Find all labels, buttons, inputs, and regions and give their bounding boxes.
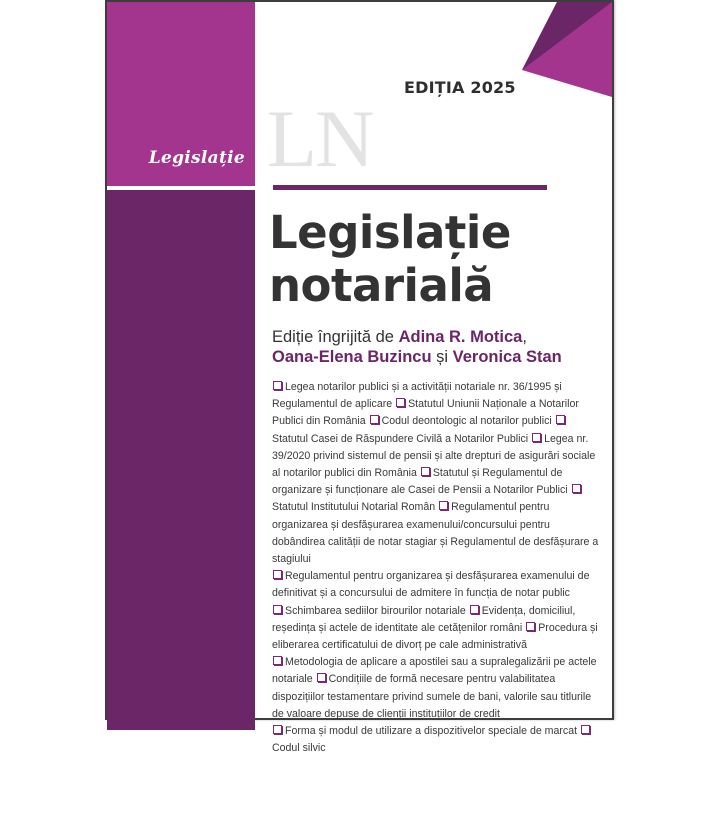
- contents-item: Condițiile de formă necesare pentru valabilitatea dispozițiilor testamentare privind sumele de bani, valorile sau titlurile de valoare depuse de clienții instituțiilor de credit: [272, 673, 592, 720]
- contents-item: Statutul Institutului Notarial Român: [272, 484, 584, 513]
- edition-label: EDIȚIA 2025: [404, 78, 516, 97]
- checkbox-bullet-icon: [317, 673, 326, 682]
- publisher-name: Hamangiu: [133, 804, 223, 822]
- contents-item: Forma și modul de utilizare a dispozitivelor speciale de marcat: [272, 725, 580, 737]
- publisher-prefix: Editura: [141, 797, 172, 806]
- contents-item: Legea nr. 39/2020 privind sistemul de pensii și alte drepturi de asigurări sociale al notarilor publici din România: [272, 432, 596, 480]
- separator: și: [431, 348, 453, 366]
- checkbox-bullet-icon: [581, 725, 590, 734]
- contents-item: Metodologia de aplicare a apostilei sau a supralegalizării pe actele notariale: [272, 656, 597, 686]
- checkbox-bullet-icon: [526, 622, 535, 631]
- title-line-2: notarială: [269, 259, 494, 312]
- checkbox-bullet-icon: [439, 501, 448, 510]
- cover-band-magenta: [107, 2, 255, 186]
- contents-item: Regulamentul pentru organizarea și desfășurarea examenului/concursului pentru dobândirea calității de notar stagiar și Regulamentul de desfășurare a stagiului: [272, 501, 599, 566]
- ln-monogram: LN: [267, 93, 373, 184]
- contents-item: Statutul Casei de Răspundere Civilă a Notarilor Publici: [272, 415, 568, 444]
- title-line-1: Legislație: [269, 206, 511, 259]
- checkbox-bullet-icon: [421, 467, 430, 476]
- checkbox-bullet-icon: [273, 381, 282, 390]
- editors-credit: [272, 327, 562, 367]
- book-title: [269, 206, 511, 312]
- contents-item: Legea notarilor publici și a activității notariale nr. 36/1995 și Regulamentul de aplicare: [272, 381, 562, 411]
- editor-name: Veronica Stan: [452, 348, 562, 366]
- editor-name: Oana-Elena Buzincu: [272, 348, 432, 366]
- contents-item: Procedura și eliberarea certificatului de divorț pe cale administrativă: [272, 621, 598, 652]
- book-cover: [105, 0, 614, 822]
- contents-list: [272, 379, 602, 757]
- checkbox-bullet-icon: [396, 398, 405, 407]
- corner-triangle-decoration: [522, 2, 612, 112]
- cover-band-dark-purple: [107, 190, 255, 822]
- title-divider: [273, 185, 547, 190]
- contents-item: Regulamentul pentru organizarea și desfășurarea examenului de definitivat și a concursului de admitere în funcția de notar public: [272, 570, 590, 600]
- checkbox-bullet-icon: [370, 415, 379, 424]
- checkbox-bullet-icon: [273, 656, 282, 665]
- editors-prefix: Ediție îngrijită de: [272, 328, 399, 346]
- separator: ,: [522, 328, 527, 346]
- checkbox-bullet-icon: [532, 433, 541, 442]
- contents-item: Statutul Uniunii Naționale a Notarilor Publici din România: [272, 398, 579, 428]
- contents-item: Statutul și Regulamentul de organizare și funcționare ale Casei de Pensii a Notarilor Publici: [272, 467, 568, 497]
- contents-item: Codul deontologic al notarilor publici: [369, 415, 555, 427]
- contents-item: Evidența, domiciliul, reședința și actele de identitate ale cetățenilor români: [272, 604, 576, 634]
- contents-item: Codul silvic: [272, 725, 593, 754]
- series-label: Legislație: [148, 148, 245, 168]
- checkbox-bullet-icon: [273, 570, 282, 579]
- checkbox-bullet-icon: [556, 415, 565, 424]
- checkbox-bullet-icon: [273, 605, 282, 614]
- checkbox-bullet-icon: [572, 484, 581, 493]
- editor-name: Adina R. Motica: [398, 328, 523, 346]
- checkbox-bullet-icon: [273, 725, 282, 734]
- contents-item: Schimbarea sediilor birourilor notariale: [272, 605, 469, 617]
- publisher-logo: [119, 793, 239, 833]
- checkbox-bullet-icon: [470, 605, 479, 614]
